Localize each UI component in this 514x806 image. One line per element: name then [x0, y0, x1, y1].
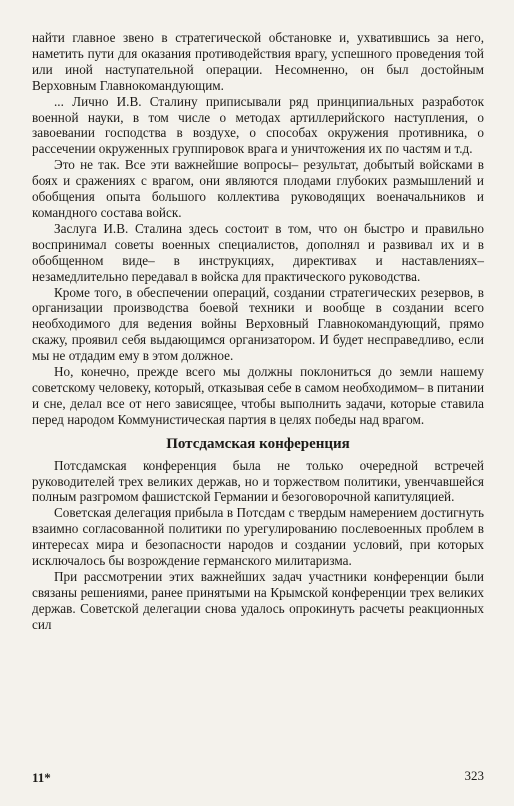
paragraph-2: ... Лично И.В. Сталину приписывали ряд принципиальных разработок военной науки, в том числе о методах артиллерийского наступления, о завоевании господства в воздухе, о способах окружения противника, о рассечении окруженных группировок врага и уничтожения их по частям и т.д.: [32, 93, 484, 157]
paragraph-9: При рассмотрении этих важнейших задач участники конференции были связаны решениями, ранее принятыми на Крымской конференции трех великих держав. Советской делегации снова удалось опрокинуть расчеты реакционных сил: [32, 569, 484, 632]
paragraph-3: Это не так. Все эти важнейшие вопросы– результат, добытый войсками в боях и сражениях с врагом, они являются плодами глубоких размышлений и обобщения опыта большого коллектива руководящих военачальников и командного состава войск.: [32, 157, 484, 220]
paragraph-6: Но, конечно, прежде всего мы должны поклониться до земли нашему советскому человеку, который, отказывая себе в самом необходимом– в питании и сне, делал все от него зависящее, чтобы выполнить задачи, которые ставила перед народом Коммунистическая партия в целях победы над врагом.: [32, 364, 484, 427]
signature-mark: 11*: [32, 770, 51, 785]
paragraph-5: Кроме того, в обеспечении операций, создании стратегических резервов, в организации производства боевой техники и вообще в создании всего необходимого для ведения войны Верховный Главнокомандующий, прямо скажу, проявил себя выдающимся организатором. И будет несправедливо, если мы не отдадим ему в этом должное.: [32, 284, 484, 364]
paragraph-4: Заслуга И.В. Сталина здесь состоит в том, что он быстро и правильно воспринимал советы военных специалистов, дополнял и развивал их и в обобщенном виде– в инструкциях, директивах и наставлениях–незамедлительно передавал в войска для практического руководства.: [32, 220, 484, 284]
paragraph-1: найти главное звено в стратегической обстановке и, ухватившись за него, наметить пути для оказания противодействия врагу, успешного проведения той или иной наступательной операции. Несомненно, он был достойным Верховным Главнокомандующим.: [32, 30, 484, 93]
page-number: 323: [464, 768, 484, 783]
paragraph-8: Советская делегация прибыла в Потсдам с твердым намерением достигнуть взаимно согласованной политики по урегулированию послевоенных проблем в интересах мира и безопасности народов и создании условий, при которых исключалось бы возрождение германского милитаризма.: [32, 505, 484, 569]
section-heading: Потсдамская конференция: [166, 435, 350, 452]
text-column: [32, 30, 484, 633]
paragraph-7: Потсдамская конференция была не только очередной встречей руководителей трех великих держав, но и торжеством политики, увенчавшейся полным разгромом фашистской Германии и безоговорочной капитуляцией.: [32, 457, 484, 505]
